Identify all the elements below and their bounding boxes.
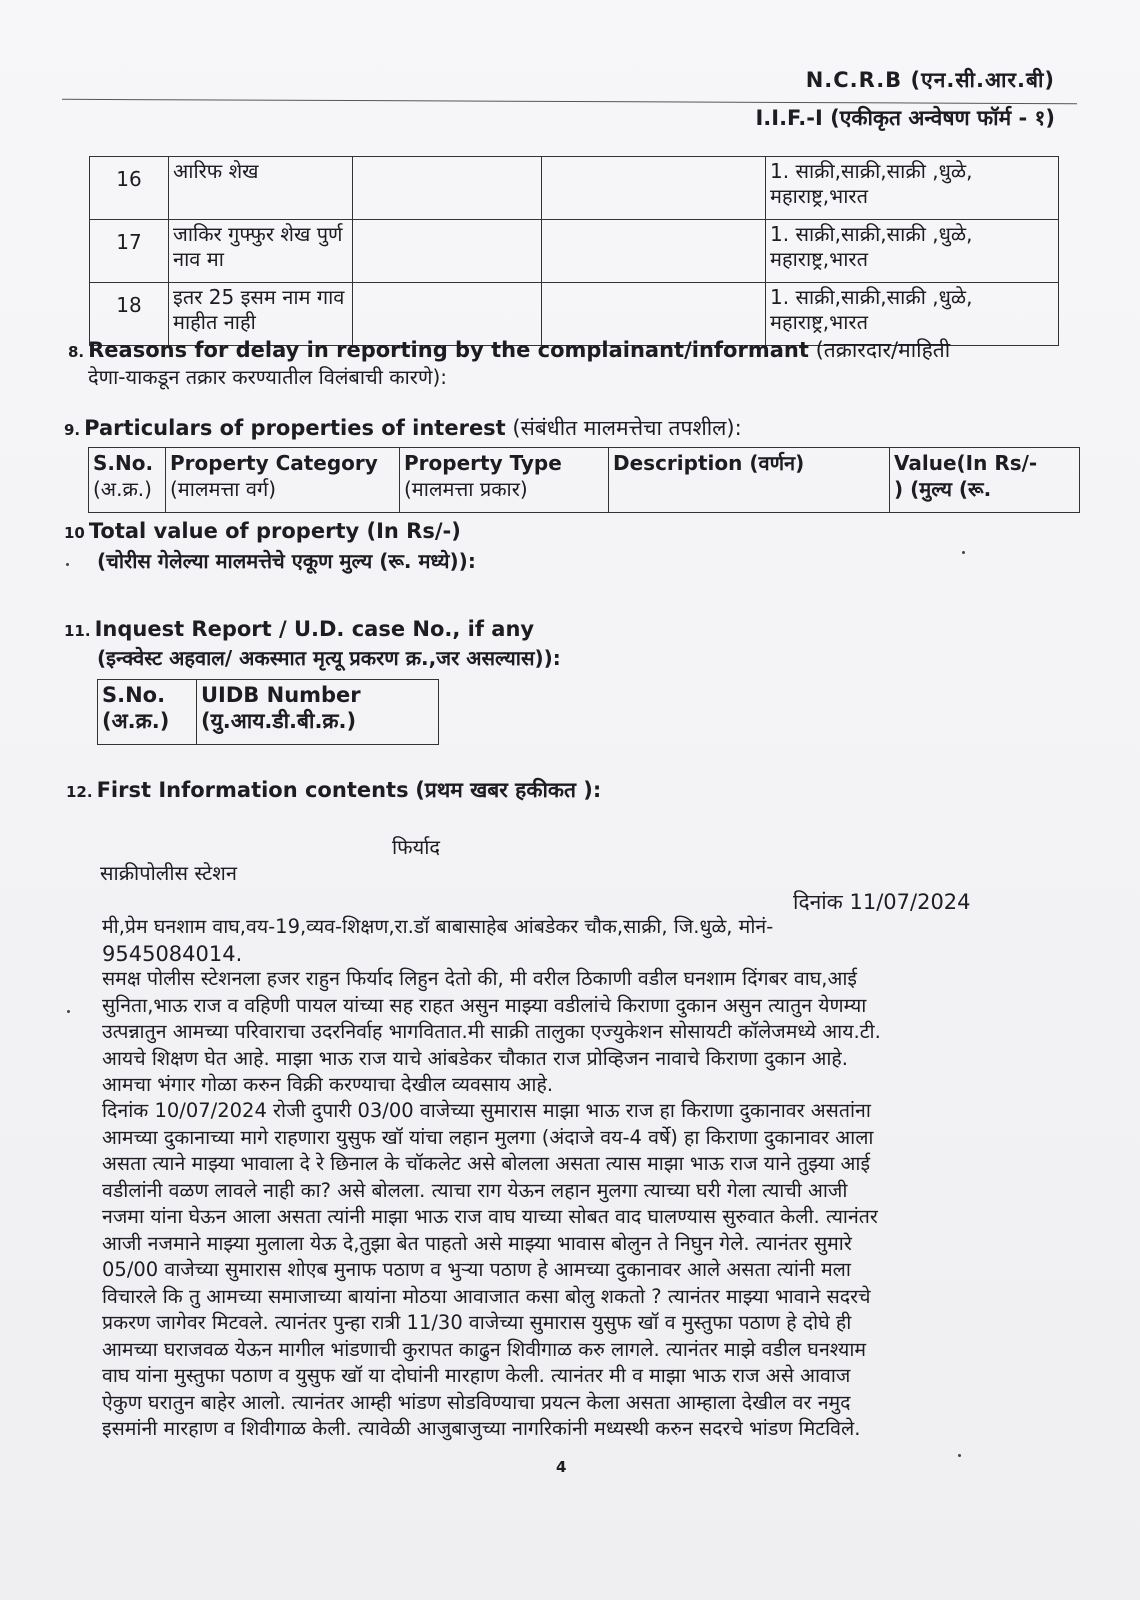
section-title-marathi: (तक्रारदार/माहिती	[815, 338, 951, 362]
scan-speck	[958, 1454, 961, 1457]
text-line: आयचे शिक्षण घेत आहे. माझा भाऊ राज याचे आंबडेकर चौकात राज प्रोव्हिजन नावाचे किराणा दुकान आहे.	[102, 1046, 848, 1070]
col-header-en: Value(In Rs/-	[894, 451, 1038, 475]
col-header-mr: ) (मुल्य (रू.	[894, 477, 992, 501]
fir-heading: फिर्याद	[392, 835, 440, 859]
col-header-sno	[98, 680, 197, 745]
table-header-row	[98, 680, 439, 745]
text-line: ऐकुण घरातुन बाहेर आलो. त्यानंतर आम्ही भांडण सोडविण्याचा प्रयत्न केला असता आम्हाला देखील वर नमुद	[102, 1390, 851, 1414]
scan-speck	[962, 551, 965, 554]
iif-form-header: I.I.F.-I (एकीकृत अन्वेषण फॉर्म - १)	[755, 106, 1055, 130]
section-title: Reasons for delay in reporting by the complainant/informant	[88, 338, 809, 362]
property-table	[88, 447, 1080, 513]
text-line: 05/00 वाजेच्या सुमारास शोएब मुनाफ पठाण व भुऱ्या पठाण हे आमच्या दुकानावर आले असता त्यांनी मला	[102, 1258, 851, 1281]
accused-name: इतर 25 इसम नाम गाव माहीत नाही	[169, 283, 353, 346]
col-header-en: S.No.	[93, 451, 154, 475]
col-header-mr: (मालमत्ता वर्ग)	[170, 477, 277, 501]
section-11-sub: (इन्क्वेस्ट अहवाल/ अकस्मात मृत्यू प्रकरण क्र.,जर असल्यास)):	[97, 646, 561, 670]
text-line: सुनिता,भाऊ राज व वहिणी पायल यांच्या सह राहत असुन माझ्या वडीलांचे किराणा दुकान असुन त्यातुन येणम्या	[102, 993, 867, 1017]
col-header-uidb	[197, 680, 439, 745]
empty-cell	[353, 220, 542, 283]
text-line: असता त्याने माझ्या भावाला दे रे छिनाल के चॉकलेट असे बोलला असता त्यास माझा भाऊ राज याने तुझ्या आई	[102, 1152, 871, 1175]
section-number: 8.	[68, 343, 85, 361]
text-line: वडीलांनी वळण लावले नाही का? असे बोलला. त्याचा राग येऊन लहान मुलगा त्याच्या घरी गेला त्याची आजी	[102, 1178, 848, 1202]
col-header-en: Property Type	[404, 451, 562, 475]
text-line: वाघ यांना मुस्तुफा पठाण व युसुफ खॉ या दोघांनी मारहाण केली. त्यानंतर मी व माझा भाऊ राज असे आवाज	[102, 1364, 851, 1387]
text-line: आजी नजमाने माझ्या मुलाला येऊ दे,तुझा बेत पाहतो असे माझ्या भावास बोलुन ते निघुन गेले. त्यानंतर सुमारे	[102, 1231, 852, 1255]
section-8	[68, 336, 950, 364]
fir-date: दिनांक 11/07/2024	[793, 890, 971, 914]
section-10-sub: (चोरीस गेलेल्या मालमत्तेचे एकूण मुल्य (रू. मध्ये)):	[97, 549, 476, 573]
section-9	[64, 414, 742, 442]
col-header-value	[890, 448, 1080, 513]
text-line: मी,प्रेम घनशाम वाघ,वय-19,व्यव-शिक्षण,रा.डॉ बाबासाहेब आंबडेकर चौक,साक्री, जि.धुळे, मोनं-	[102, 915, 774, 938]
text-line: आमचा भंगार गोळा करुन विक्री करण्याचा देखील व्यवसाय आहे.	[102, 1073, 554, 1096]
section-11	[64, 617, 534, 641]
text-line: उत्पन्नातुन आमच्या परिवाराचा उदरनिर्वाह भागवितात.मी साक्री तालुका एज्युकेशन सोसायटी कॉलेजमध्ये आय.टी.	[102, 1020, 881, 1043]
col-header-description	[609, 448, 890, 513]
col-header-en: S.No.	[102, 683, 166, 707]
text-line: नजमा यांना घेऊन आला असता त्यांनी माझा भाऊ राज वाघ याच्या सोबत वाद घालण्यास सुरुवात केली. त्यानंतर	[102, 1205, 878, 1228]
section-title-marathi: (प्रथम खबर हकीकत ):	[415, 778, 602, 802]
col-header-mr: (अ.क्र.)	[93, 477, 152, 501]
section-title: Inquest Report / U.D. case No., if any	[94, 617, 535, 641]
accused-address: 1. साक्री,साक्री,साक्री ,धुळे, महाराष्ट्र,भारत	[766, 157, 1059, 220]
accused-name: जाकिर गुफ्फुर शेख पुर्ण नाव मा	[169, 220, 353, 283]
col-header-en: Property Category	[170, 451, 378, 475]
text-line: प्रकरण जागेवर मिटवले. त्यानंतर पुन्हा रात्री 11/30 वाजेच्या सुमारास युसुफ खॉ व मुस्तुफा पठाण हे दोघे ही	[102, 1311, 852, 1334]
complainant-details	[102, 914, 1002, 967]
section-number: 10	[64, 524, 85, 542]
section-title: Total value of property (In Rs/-)	[88, 519, 461, 543]
statement-paragraph-2	[102, 1098, 1002, 1443]
ncrb-header: N.C.R.B (एन.सी.आर.बी)	[805, 68, 1055, 92]
text-line: 9545084014.	[102, 941, 243, 966]
col-header-en: UIDB Number	[201, 683, 361, 707]
section-title: Particulars of properties of interest	[84, 416, 506, 440]
accused-sno: 16	[90, 157, 169, 220]
table-row	[90, 157, 1059, 220]
section-12	[66, 776, 601, 804]
text-line: दिनांक 10/07/2024 रोजी दुपारी 03/00 वाजेच्या सुमारास माझा भाऊ राज हा किराणा दुकानावर असतांना	[102, 1099, 871, 1122]
section-title: First Information contents	[96, 778, 409, 802]
section-number: 11.	[64, 622, 91, 640]
accused-address: 1. साक्री,साक्री,साक्री ,धुळे, महाराष्ट्र,भारत	[766, 283, 1059, 346]
section-title-marathi: (संबंधीत मालमत्तेचा तपशील):	[512, 416, 742, 440]
page-number: 4	[556, 1458, 567, 1476]
col-header-category	[166, 448, 400, 513]
col-header-mr: (यु.आय.डी.बी.क्र.)	[201, 709, 357, 733]
accused-sno: 17	[90, 220, 169, 283]
text-line: इसमांनी मारहाण व शिवीगाळ केली. त्यावेळी आजुबाजुच्या नागरिकांनी मध्यस्थी करुन सदरचे भांडण मिटविले.	[102, 1417, 861, 1440]
scan-speck	[67, 1010, 70, 1013]
text-line: आमच्या दुकानाच्या मागे राहणारा युसुफ खॉ यांचा लहान मुलगा (अंदाजे वय-4 वर्षे) हा किराणा दुकानावर आला	[102, 1125, 874, 1149]
scan-speck	[66, 563, 69, 566]
section-number: 9.	[64, 421, 81, 439]
empty-cell	[353, 157, 542, 220]
section-8-sub: देणा-याकडून तक्रार करण्यातील विलंबाची कारणे):	[88, 365, 447, 389]
police-station-name: साक्रीपोलीस स्टेशन	[100, 861, 237, 885]
empty-cell	[542, 220, 766, 283]
col-header-type	[400, 448, 609, 513]
col-header-mr: (मालमत्ता प्रकार)	[404, 477, 528, 501]
table-header-row	[89, 448, 1080, 513]
uidb-table	[97, 679, 439, 745]
text-line: समक्ष पोलीस स्टेशनला हजर राहुन फिर्याद लिहुन देतो की, मी वरील ठिकाणी वडील घनशाम दिंगबर वाघ,आई	[102, 967, 857, 990]
text-line: आमच्या घराजवळ येऊन मागील भांडणाची कुरापत काढुन शिवीगाळ करु लागले. त्यानंतर माझे वडील घनश्याम	[102, 1337, 867, 1361]
empty-cell	[542, 157, 766, 220]
accused-name: आरिफ शेख	[169, 157, 353, 220]
col-header-mr: (अ.क्र.)	[102, 709, 170, 733]
statement-paragraph-1	[102, 966, 1002, 1099]
section-number: 12.	[66, 783, 93, 801]
accused-sno: 18	[90, 283, 169, 346]
accused-address: 1. साक्री,साक्री,साक्री ,धुळे, महाराष्ट्र,भारत	[766, 220, 1059, 283]
col-header-sno	[89, 448, 166, 513]
col-header-en: Description (वर्णन)	[613, 451, 805, 475]
text-line: विचारले कि तु आमच्या समाजाच्या बायांना मोठया आवाजात कसा बोलु शकतो ? त्यानंतर माझ्या भावाने सदरचे	[102, 1284, 871, 1308]
section-10	[64, 519, 461, 543]
accused-table	[89, 156, 1059, 346]
table-row	[90, 220, 1059, 283]
